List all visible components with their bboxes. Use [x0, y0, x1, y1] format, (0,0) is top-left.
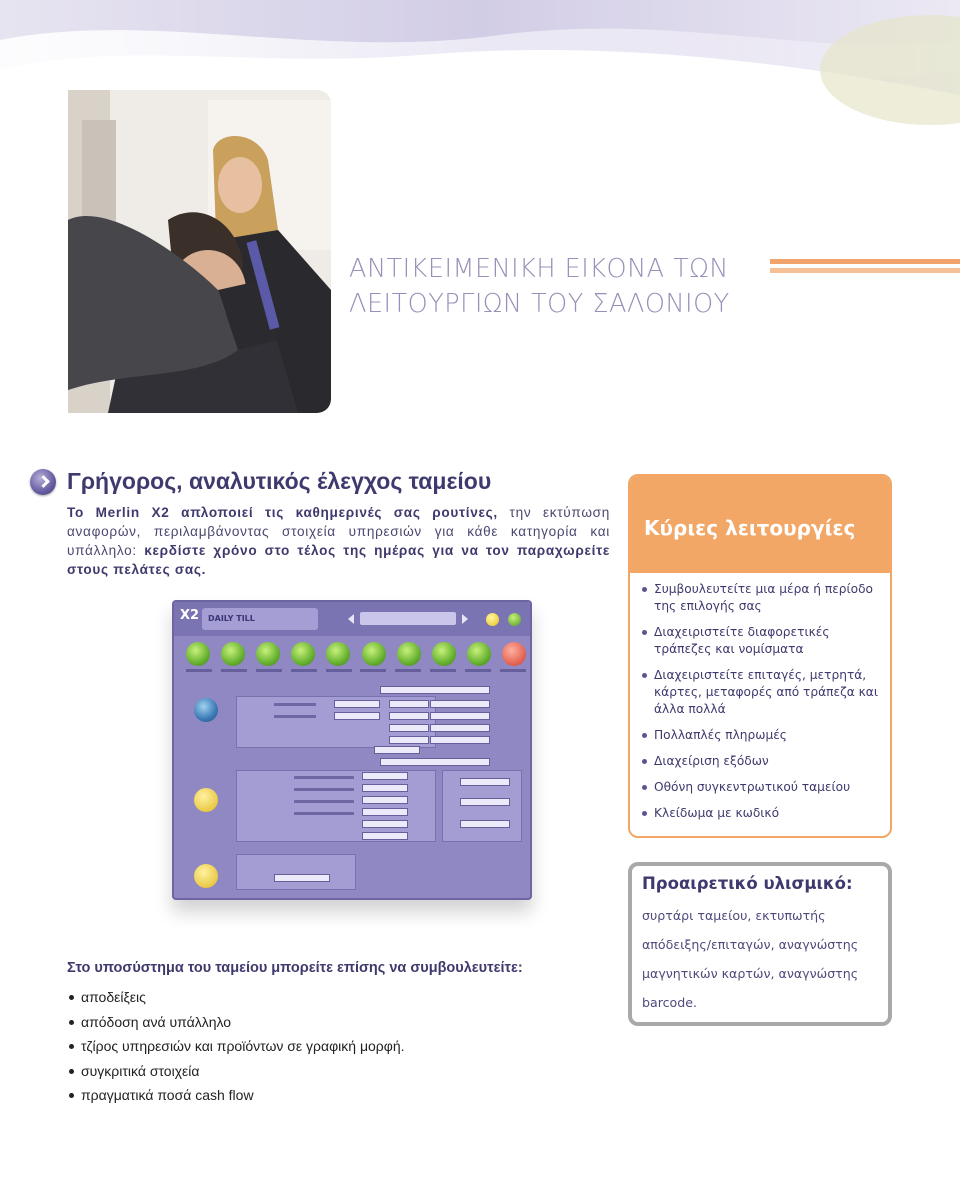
page-headline: [349, 252, 769, 322]
chevron-right-circle-icon: [30, 469, 56, 495]
list-item: πραγματικά ποσά cash flow: [67, 1083, 405, 1108]
key-features-title: Κύριες λειτουργίες: [644, 516, 856, 540]
app-function-icon: [326, 642, 350, 666]
optional-hardware-box: [628, 862, 892, 1026]
app-function-icon: [362, 642, 386, 666]
list-item: Διαχειριστείτε επιταγές, μετρητά, κάρτες, μεταφορές από τράπεζα και άλλα πολλά: [640, 667, 880, 718]
app-function-icon: [256, 642, 280, 666]
list-item: Πολλαπλές πληρωμές: [640, 727, 880, 744]
list-item: Κλείδωμα με κωδικό: [640, 805, 880, 822]
intro-bold-1: Το Merlin X2 απλοποιεί τις καθημερινές σας ρουτίνες,: [67, 505, 498, 520]
app-field: [380, 758, 490, 766]
optional-hardware-title: Προαιρετικό υλισμικό:: [642, 874, 853, 893]
optional-hardware-text: συρτάρι ταμείου, εκτυπωτής απόδειξης/επιταγών, αναγνώστης μαγνητικών καρτών, αναγνώστης barcode.: [642, 908, 859, 1010]
app-function-icon: [186, 642, 210, 666]
app-field: [374, 746, 420, 754]
till-subsystem-list: [67, 985, 405, 1108]
app-label: [274, 703, 316, 706]
app-field: [460, 778, 510, 786]
app-date-field: [360, 612, 456, 625]
app-field: [389, 724, 429, 732]
list-item: Συμβουλευτείτε μια μέρα ή περίοδο της επιλογής σας: [640, 581, 880, 615]
help-bulb-icon: [486, 613, 499, 626]
app-field: [274, 874, 330, 882]
app-logo: X2: [180, 608, 200, 623]
app-field: [362, 820, 408, 828]
app-toolbar: [174, 602, 530, 636]
section-title: Γρήγορος, αναλυτικός έλεγχος ταμείου: [67, 468, 492, 494]
next-day-icon: [462, 614, 468, 624]
section-intro: [67, 503, 610, 579]
app-label: [294, 812, 354, 815]
till-subsystem-title: Στο υποσύστημα του ταμείου μπορείτε επίσης να συμβουλευτείτε:: [67, 960, 523, 976]
app-function-icon: [291, 642, 315, 666]
list-item: συγκριτικά στοιχεία: [67, 1059, 405, 1084]
app-field: [389, 736, 429, 744]
app-label: [274, 715, 316, 718]
app-field: [362, 772, 408, 780]
list-item: Οθόνη συγκεντρωτικού ταμείου: [640, 779, 880, 796]
list-item: απόδοση ανά υπάλληλο: [67, 1010, 405, 1035]
app-field: [362, 784, 408, 792]
key-features-box: [628, 474, 892, 838]
headline-accent-bars: [770, 259, 960, 277]
daily-till-screenshot: [172, 600, 532, 900]
app-field: [362, 796, 408, 804]
list-item: Διαχείριση εξόδων: [640, 753, 880, 770]
app-function-icon: [397, 642, 421, 666]
app-field: [389, 700, 429, 708]
app-function-icon: [221, 642, 245, 666]
app-function-icon: [432, 642, 456, 666]
app-field: [430, 712, 490, 720]
key-features-header: [630, 476, 890, 573]
app-expenses-panel: [236, 854, 356, 890]
app-field: [460, 798, 510, 806]
app-window-title: DAILY TILL: [202, 608, 318, 630]
headline-line-2: ΛΕΙΤΟΥΡΓΙΩΝ ΤΟΥ ΣΑΛΟΝΙΟΥ: [349, 289, 730, 319]
key-features-list: [630, 573, 890, 822]
intro-text: την εκτύπωση αναφορών, περιλαμβάνοντας στοιχεία υπηρεσιών για κάθε κατηγορία και υπάλληλο:: [67, 505, 610, 558]
app-label: [294, 788, 354, 791]
app-field: [334, 700, 380, 708]
accent-bar: [770, 268, 960, 273]
app-expenses-icon: [194, 864, 218, 888]
app-field: [430, 724, 490, 732]
salon-photo: [68, 90, 331, 413]
intro-bold-2: κερδίστε χρόνο στο τέλος της ημέρας για να τον παραχωρείτε στους πελάτες σας.: [67, 543, 610, 577]
list-item: αποδείξεις: [67, 985, 405, 1010]
app-button-labels: [186, 669, 526, 673]
app-button-row: [186, 642, 526, 666]
app-function-icon: [502, 642, 526, 666]
app-cash-icon: [194, 698, 218, 722]
previous-day-icon: [348, 614, 354, 624]
app-field: [334, 712, 380, 720]
app-field: [362, 808, 408, 816]
app-bank-icon: [194, 788, 218, 812]
app-field: [460, 820, 510, 828]
accent-bar: [770, 259, 960, 264]
app-label: [294, 776, 354, 779]
app-field: [362, 832, 408, 840]
app-field: [380, 686, 490, 694]
app-close-icon: [508, 613, 521, 626]
app-field: [389, 712, 429, 720]
list-item: τζίρος υπηρεσιών και προϊόντων σε γραφική μορφή.: [67, 1034, 405, 1059]
app-function-icon: [467, 642, 491, 666]
app-field: [430, 736, 490, 744]
list-item: Διαχειριστείτε διαφορετικές τράπεζες και νομίσματα: [640, 624, 880, 658]
app-label: [294, 800, 354, 803]
headline-line-1: ΑΝΤΙΚΕΙΜΕΝΙΚΗ ΕΙΚΟΝΑ ΤΩΝ: [349, 254, 729, 284]
app-field: [430, 700, 490, 708]
